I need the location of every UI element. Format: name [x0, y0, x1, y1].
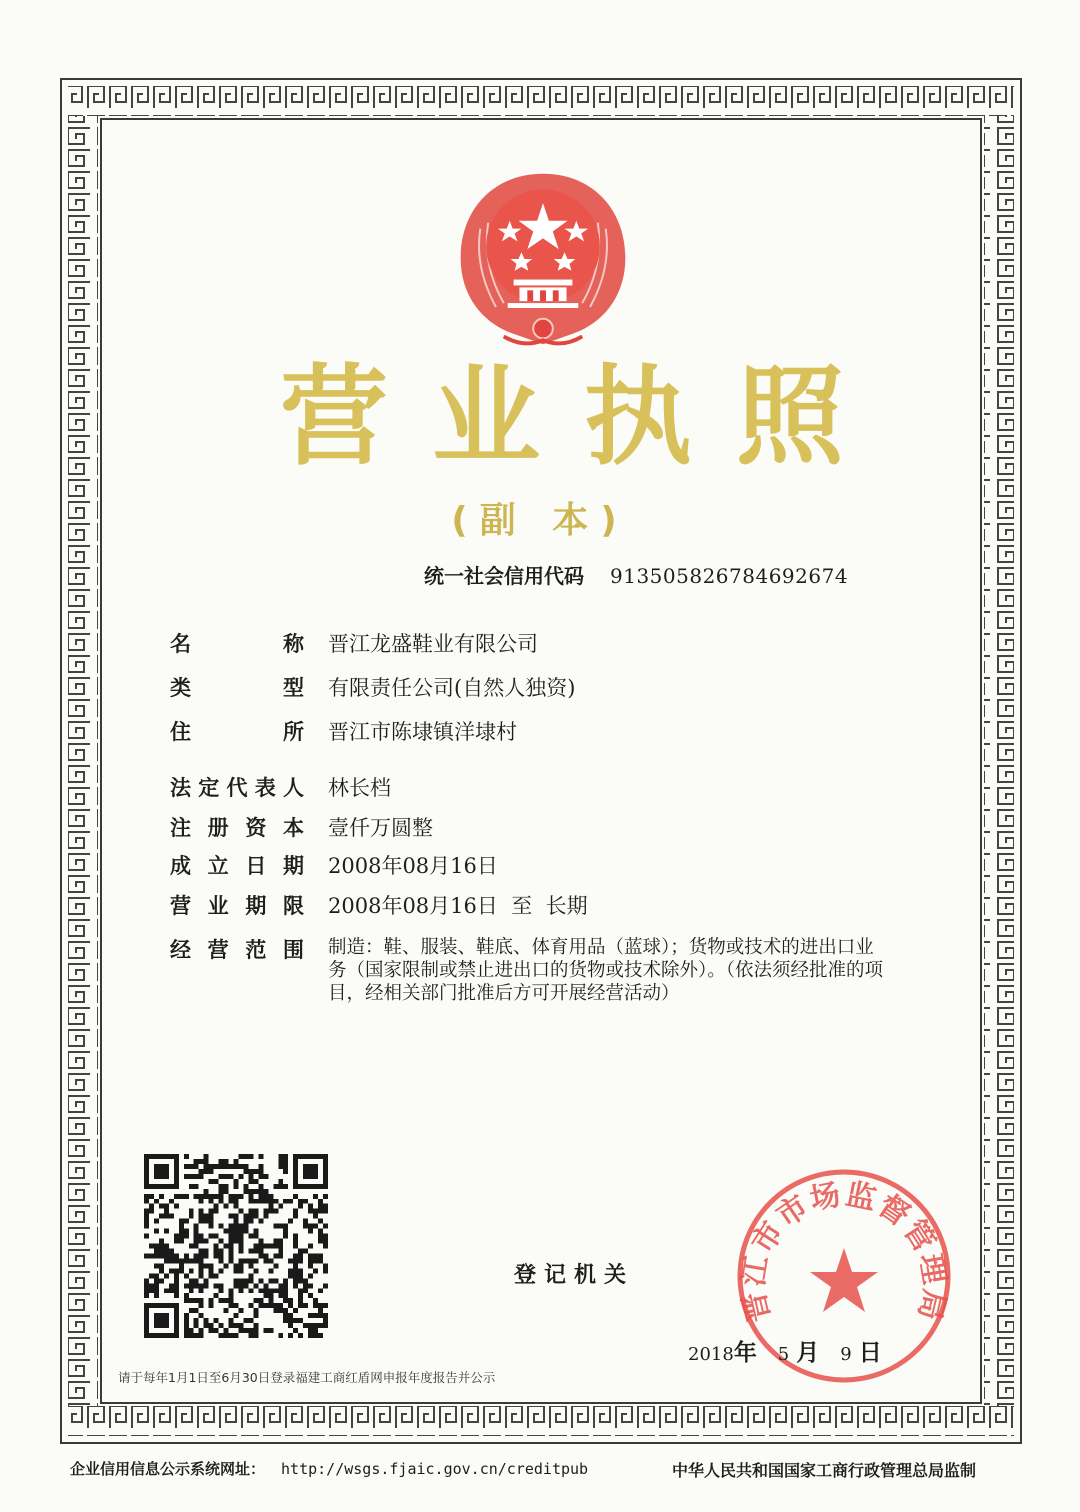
field-value: 2008年08月16日: [328, 854, 498, 878]
field-value: 有限责任公司(自然人独资): [328, 676, 576, 700]
date-day-unit: 日: [858, 1340, 882, 1366]
field-label: 营业期限: [170, 894, 304, 918]
footer-website: [70, 1458, 588, 1479]
date-year: 2018: [688, 1344, 734, 1365]
credit-code-row: [424, 560, 944, 589]
footer-website-label: 企业信用信息公示系统网址：: [70, 1460, 266, 1478]
field-label: 经营范围: [170, 938, 304, 962]
seal-text: 晋江市市场监督管理局: [735, 1176, 953, 1326]
field-value: 2008年08月16日 至 长期: [328, 894, 588, 918]
date-day: 9: [840, 1344, 852, 1365]
field-label: 注册资本: [170, 816, 304, 840]
field-label: 成立日期: [170, 854, 304, 878]
footer-website-url[interactable]: http://wsgs.fjaic.gov.cn/creditpub: [281, 1460, 589, 1478]
national-emblem-icon: [445, 160, 641, 356]
field-value: 林长档: [328, 776, 391, 800]
field-value: 壹仟万圆整: [328, 816, 433, 840]
field-value: 制造：鞋、服装、鞋底、体育用品（蓝球）；货物或技术的进出口业务（国家限制或禁止进出口的货物或技术除外）。（依法须经批准的项目，经相关部门批准后方可开展经营活动）: [328, 937, 884, 1004]
credit-code-label: 统一社会信用代码: [424, 564, 584, 588]
field-label: 类 型: [170, 676, 304, 700]
footer-issuer: 中华人民共和国国家工商行政管理总局监制: [672, 1461, 977, 1480]
date-month-unit: 月: [796, 1340, 820, 1366]
license-title: 营业执照: [279, 355, 888, 480]
issue-date: [688, 1334, 882, 1367]
date-month: 5: [777, 1344, 790, 1365]
field-value: 晋江龙盛鞋业有限公司: [328, 632, 538, 656]
date-year-unit: 年: [733, 1340, 757, 1366]
field-label: 名 称: [170, 632, 304, 656]
credit-code-value: 91350582678469267​4: [610, 564, 849, 588]
field-label: 住 所: [170, 720, 304, 744]
qr-code[interactable]: [144, 1154, 328, 1338]
field-label: 法定代表人: [170, 776, 304, 800]
field-value: 晋江市陈埭镇洋埭村: [328, 720, 517, 744]
license-subtitle: (副 本): [451, 500, 629, 541]
registration-authority-label: 登记机关: [514, 1263, 635, 1288]
annual-report-notice: 请于每年1月1日至6月30日登录福建工商红盾网申报年度报告并公示: [118, 1370, 496, 1385]
